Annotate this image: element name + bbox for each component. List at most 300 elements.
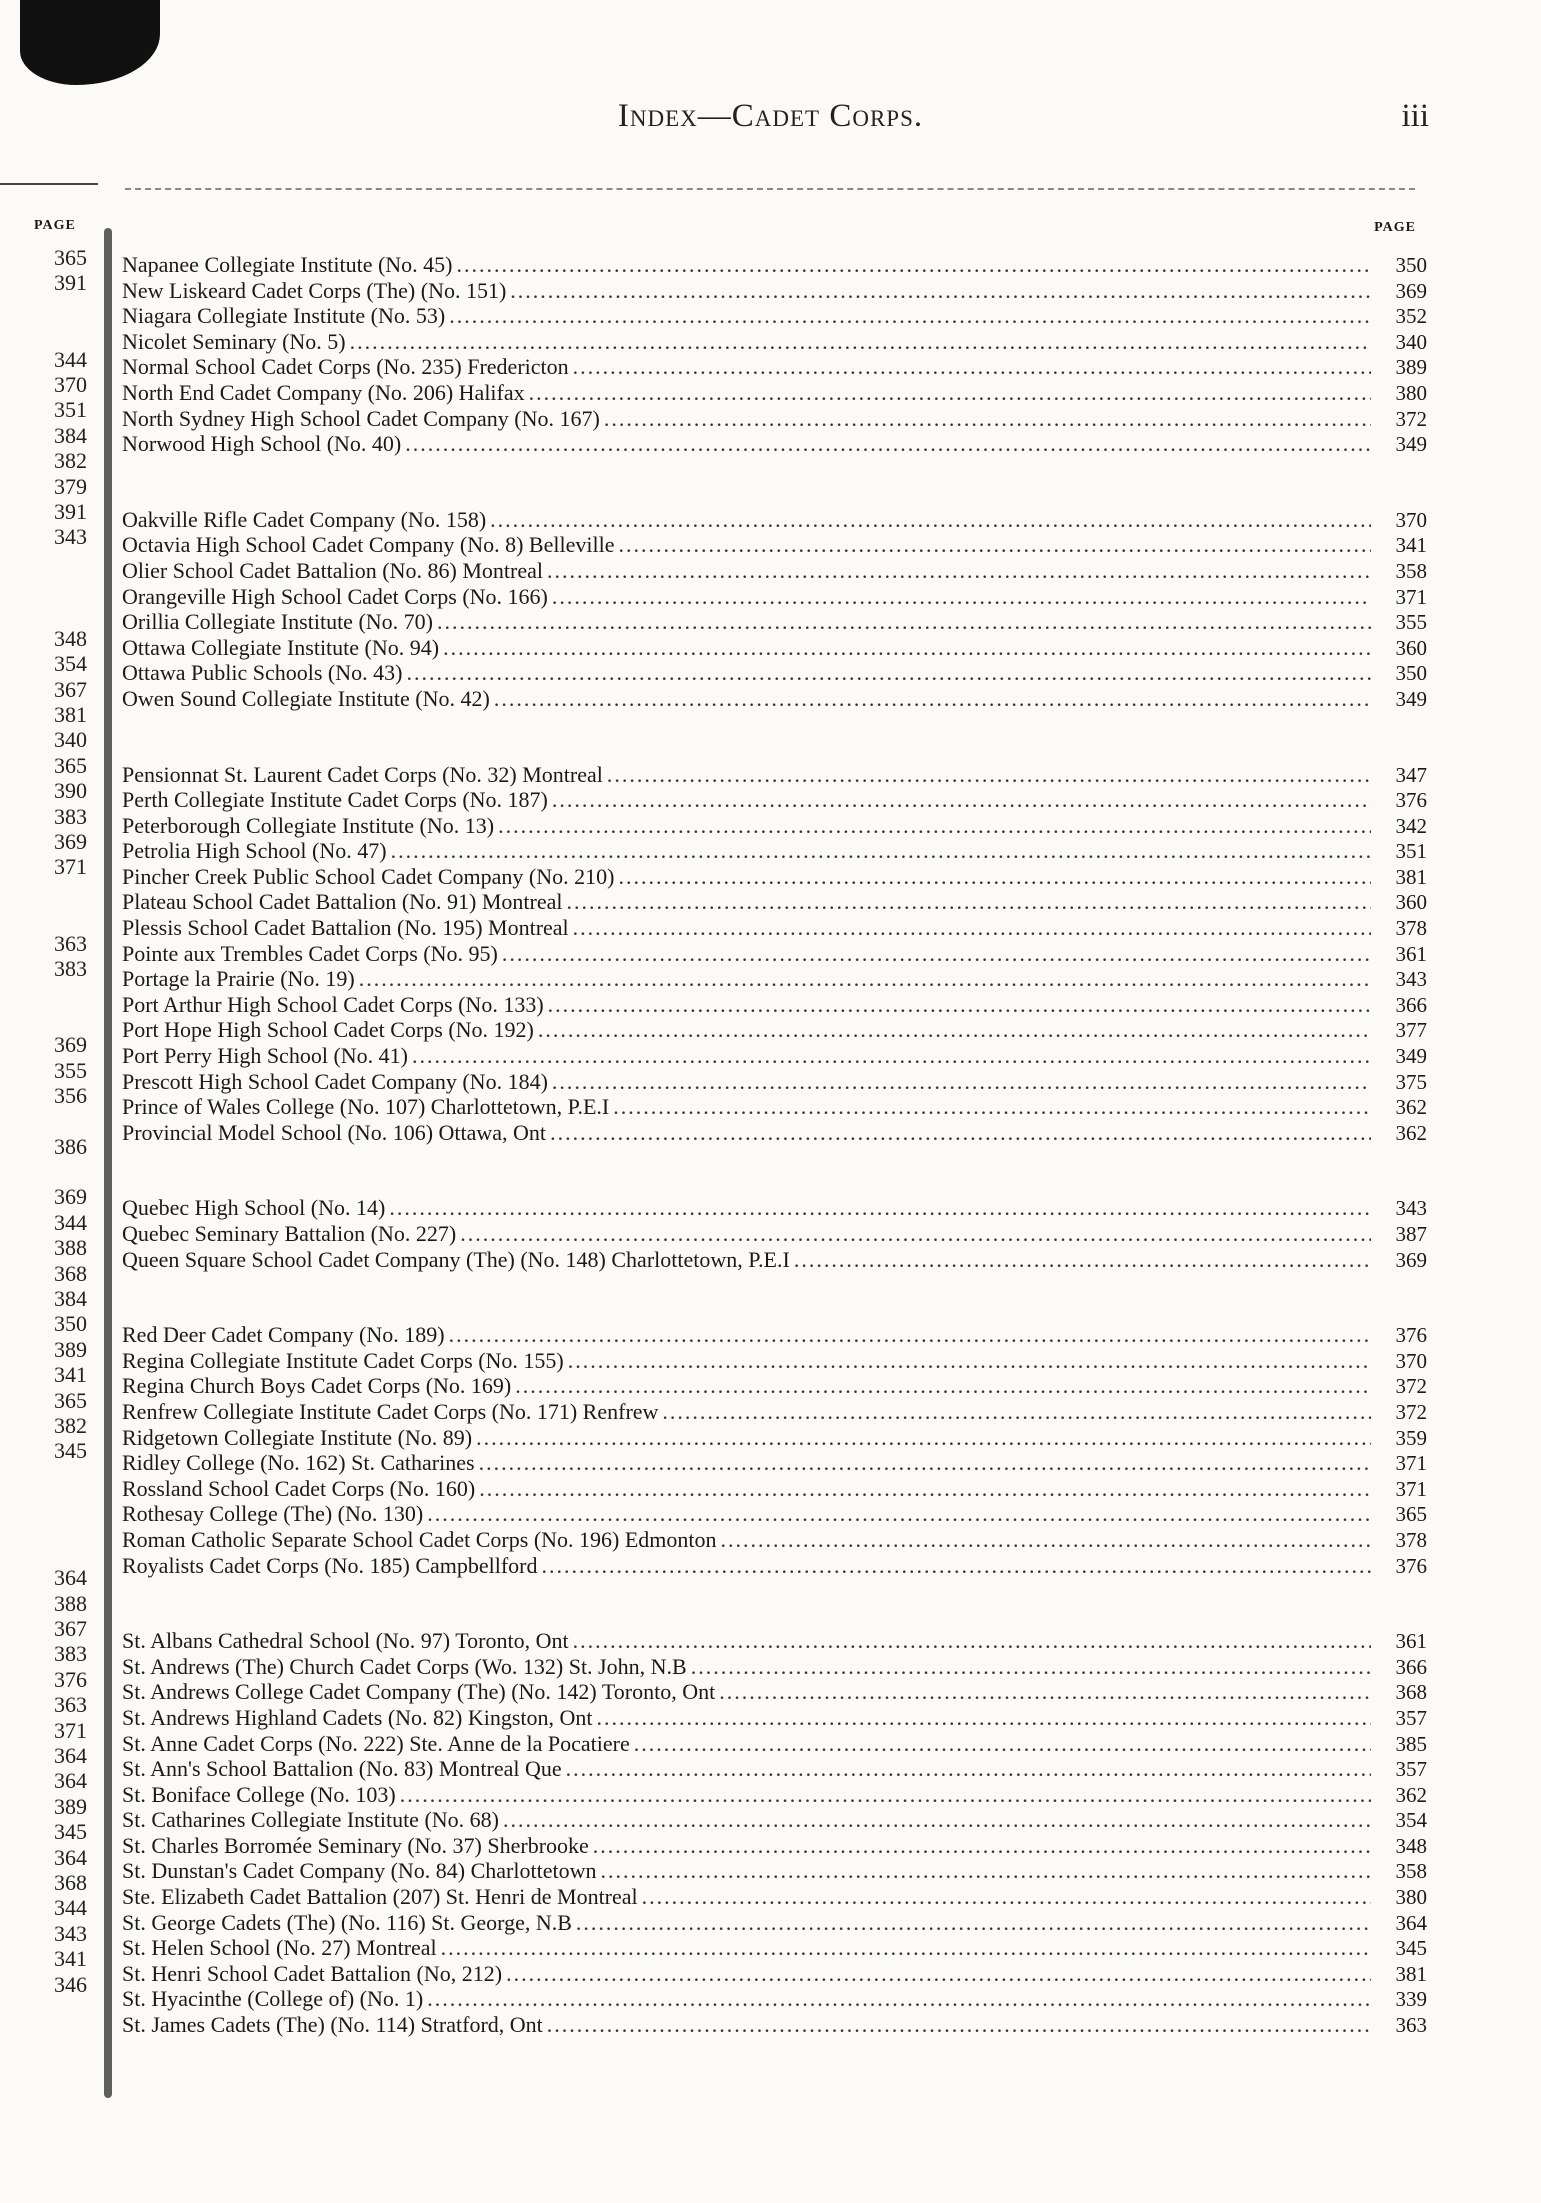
- entry-page-number: 366: [1395, 1654, 1427, 1679]
- entry-page-number: 369: [1395, 1247, 1427, 1272]
- dot-leader: [427, 1501, 1371, 1527]
- left-page-number: 381: [54, 702, 87, 728]
- entry-name: Rossland School Cadet Corps (No. 160): [122, 1475, 476, 1501]
- dot-leader: [573, 1628, 1371, 1654]
- left-page-number: [20, 321, 95, 346]
- entry-page-number: 358: [1395, 558, 1427, 583]
- left-page-number: 384: [54, 422, 87, 448]
- left-page-number: [20, 1540, 95, 1565]
- entry-name: Quebec High School (No. 14): [122, 1195, 386, 1221]
- dot-leader: [391, 838, 1371, 864]
- left-page-number: [20, 550, 95, 575]
- entry-page-number: 387: [1395, 1222, 1427, 1246]
- entry-name: Ottawa Collegiate Institute (No. 94): [122, 634, 440, 660]
- dot-leader: [634, 1731, 1371, 1757]
- left-page-number: 368: [54, 1260, 87, 1286]
- index-entry: [122, 1731, 1427, 1757]
- index-section: [122, 1322, 1427, 1578]
- left-page-number: 370: [54, 371, 87, 397]
- dot-leader: [691, 1654, 1371, 1680]
- entry-name: Napanee Collegiate Institute (No. 45): [122, 252, 453, 277]
- entry-page-number: 357: [1395, 1705, 1427, 1730]
- left-page-number: 371: [54, 854, 87, 880]
- dot-leader: [573, 354, 1371, 380]
- entry-page-number: 380: [1395, 380, 1427, 405]
- left-page-number: 388: [54, 1235, 87, 1261]
- entry-name: Port Perry High School (No. 41): [122, 1043, 408, 1069]
- entry-page-number: 361: [1395, 1629, 1427, 1654]
- entry-name: St. Anne Cadet Corps (No. 222) Ste. Anne de la Pocatiere: [122, 1730, 630, 1756]
- dot-leader: [618, 532, 1371, 558]
- entry-page-number: 347: [1395, 762, 1427, 787]
- entry-name: Pointe aux Trembles Cadet Corps (No. 95): [122, 940, 498, 966]
- entry-name: Oakville Rifle Cadet Company (No. 158): [122, 506, 487, 532]
- dot-leader: [449, 1322, 1371, 1348]
- left-page-number: 363: [54, 1692, 87, 1718]
- left-page-number: 364: [54, 1844, 87, 1870]
- left-page-number: 367: [54, 1616, 87, 1642]
- dot-leader: [400, 1782, 1371, 1808]
- entry-name: Pensionnat St. Laurent Cadet Corps (No. 32) Montreal: [122, 761, 603, 787]
- dot-leader: [515, 1373, 1371, 1399]
- entry-page-number: 376: [1395, 1323, 1427, 1348]
- index-entry: [122, 278, 1427, 304]
- left-page-number: 364: [54, 1743, 87, 1769]
- index-section: [122, 507, 1427, 712]
- dot-leader: [476, 1425, 1371, 1451]
- index-entry: [122, 2012, 1427, 2038]
- dot-leader: [503, 1807, 1371, 1833]
- entry-page-number: 360: [1395, 635, 1427, 660]
- index-entry: [122, 507, 1427, 533]
- entry-page-number: 345: [1395, 1936, 1427, 1961]
- entry-name: St. Andrews College Cadet Company (The) (No. 142) Toronto, Ont: [122, 1679, 716, 1705]
- left-page-number: 350: [54, 1311, 87, 1337]
- binding-margin-mark: [104, 228, 112, 2098]
- entry-name: Plateau School Cadet Battalion (No. 91) Montreal: [122, 889, 563, 915]
- index-entry: [122, 660, 1427, 686]
- index-entry: [122, 1069, 1427, 1095]
- dot-leader: [721, 1527, 1371, 1553]
- entry-name: Ottawa Public Schools (No. 43): [122, 660, 403, 686]
- index-entry: [122, 1043, 1427, 1069]
- index-entry: [122, 1654, 1427, 1680]
- left-page-number: [20, 1464, 95, 1489]
- entry-page-number: 357: [1395, 1757, 1427, 1782]
- entry-page-number: 349: [1395, 432, 1427, 457]
- entry-name: Queen Square School Cadet Company (The) (No. 148) Charlottetown, P.E.I: [122, 1246, 790, 1272]
- entry-page-number: 371: [1395, 1451, 1427, 1476]
- dot-leader: [597, 1705, 1371, 1731]
- index-entry: [122, 1527, 1427, 1553]
- index-entry: [122, 1094, 1427, 1120]
- left-page-number: 391: [54, 270, 87, 296]
- index-entry: [122, 1705, 1427, 1731]
- left-page-number: 344: [54, 346, 87, 372]
- dot-leader: [613, 1094, 1371, 1120]
- dot-leader: [542, 1553, 1371, 1579]
- left-page-number: 364: [54, 1768, 87, 1794]
- entry-name: Niagara Collegiate Institute (No. 53): [122, 303, 446, 329]
- left-page-number: 356: [54, 1082, 87, 1108]
- entry-page-number: 377: [1395, 1018, 1427, 1043]
- entry-page-number: 371: [1395, 1476, 1427, 1501]
- index-entry: [122, 1807, 1427, 1833]
- entry-name: North Sydney High School Cadet Company (No. 167): [122, 405, 600, 431]
- entry-page-number: 380: [1395, 1885, 1427, 1910]
- index-entry: [122, 966, 1427, 992]
- entry-name: Roman Catholic Separate School Cadet Corps (No. 196) Edmonton: [122, 1526, 717, 1552]
- index-entry: [122, 864, 1427, 890]
- left-page-number: 389: [54, 1793, 87, 1819]
- dot-leader: [719, 1679, 1371, 1705]
- entry-name: Nicolet Seminary (No. 5): [122, 328, 346, 354]
- entry-name: Provincial Model School (No. 106) Ottawa, Ont: [122, 1119, 547, 1145]
- left-page-number: 345: [54, 1819, 87, 1845]
- entry-name: Normal School Cadet Corps (No. 235) Fredericton: [122, 354, 569, 380]
- dot-leader: [548, 992, 1371, 1018]
- index-entry: [122, 558, 1427, 584]
- left-page-number: [20, 1007, 95, 1032]
- entry-page-number: 385: [1395, 1731, 1427, 1756]
- entry-name: St. Helen School (No. 27) Montreal: [122, 1935, 437, 1961]
- left-page-number: 348: [54, 625, 87, 651]
- entry-page-number: 370: [1395, 507, 1427, 532]
- index-entry: [122, 1910, 1427, 1936]
- left-page-number-column: [20, 245, 95, 1997]
- index-entry: [122, 1322, 1427, 1348]
- entry-page-number: 378: [1395, 916, 1427, 941]
- left-page-number: 365: [54, 1387, 87, 1413]
- left-page-number: 369: [54, 828, 87, 854]
- left-page-number: 382: [54, 448, 87, 474]
- entry-page-number: 363: [1395, 2013, 1427, 2038]
- index-entry: [122, 1399, 1427, 1425]
- entry-page-number: 351: [1395, 839, 1427, 864]
- entry-name: St. Ann's School Battalion (No. 83) Montreal Que: [122, 1756, 562, 1782]
- index-section: [122, 1195, 1427, 1272]
- left-page-number: 389: [54, 1336, 87, 1362]
- entry-name: Octavia High School Cadet Company (No. 8) Belleville: [122, 532, 615, 558]
- dot-leader: [389, 1195, 1371, 1221]
- left-page-number: 341: [54, 1946, 87, 1972]
- entry-page-number: 381: [1395, 1961, 1427, 1986]
- dot-leader: [600, 1858, 1371, 1884]
- left-page-number: [20, 981, 95, 1006]
- dot-leader: [567, 889, 1371, 915]
- index-sections: [122, 252, 1427, 2088]
- entry-name: Quebec Seminary Battalion (No. 227): [122, 1221, 457, 1246]
- entry-name: St. George Cadets (The) (No. 116) St. George, N.B: [122, 1909, 572, 1935]
- ink-blot: [20, 0, 160, 85]
- entry-page-number: 350: [1395, 253, 1427, 277]
- left-page-number: 351: [54, 397, 87, 423]
- dot-leader: [547, 2012, 1371, 2038]
- left-page-number: 383: [54, 955, 87, 981]
- left-page-number: 367: [54, 676, 87, 702]
- entry-page-number: 360: [1395, 890, 1427, 915]
- entry-name: Petrolia High School (No. 47): [122, 838, 387, 864]
- index-entry: [122, 584, 1427, 610]
- dot-leader: [550, 1120, 1371, 1146]
- dot-leader: [552, 584, 1371, 610]
- index-entry: [122, 1756, 1427, 1782]
- dot-leader: [538, 1017, 1371, 1043]
- entry-page-number: 378: [1395, 1527, 1427, 1552]
- index-entry: [122, 609, 1427, 635]
- index-section: [122, 1628, 1427, 2038]
- entry-name: North End Cadet Company (No. 206) Halifax: [122, 379, 525, 405]
- index-entry: [122, 1017, 1427, 1043]
- index-entry: [122, 992, 1427, 1018]
- entry-page-number: 381: [1395, 864, 1427, 889]
- page-title: Index—Cadet Corps.: [617, 98, 924, 134]
- dot-leader: [405, 431, 1371, 457]
- entry-page-number: 348: [1395, 1833, 1427, 1858]
- dot-leader: [494, 686, 1371, 712]
- left-page-number: 384: [54, 1286, 87, 1312]
- dot-leader: [498, 813, 1371, 839]
- dot-leader: [359, 966, 1371, 992]
- entry-page-number: 372: [1395, 1399, 1427, 1424]
- entry-page-number: 376: [1395, 788, 1427, 813]
- index-entry: [122, 1628, 1427, 1654]
- index-entry: [122, 1195, 1427, 1221]
- left-page-number: [20, 880, 95, 905]
- left-page-number: 344: [54, 1209, 87, 1235]
- left-page-heading: PAGE: [34, 218, 76, 233]
- entry-name: St. Albans Cathedral School (No. 97) Toronto, Ont: [122, 1628, 569, 1654]
- left-page-number: [20, 1515, 95, 1540]
- dot-leader: [490, 507, 1371, 533]
- dot-leader: [479, 1450, 1371, 1476]
- entry-page-number: 371: [1395, 584, 1427, 609]
- index-entry: [122, 354, 1427, 380]
- entry-page-number: 369: [1395, 278, 1427, 303]
- entry-page-number: 364: [1395, 1910, 1427, 1935]
- entry-page-number: 362: [1395, 1095, 1427, 1120]
- dot-leader: [794, 1247, 1371, 1273]
- entry-page-number: 349: [1395, 686, 1427, 711]
- left-page-number: 386: [54, 1133, 87, 1159]
- left-page-number: 376: [54, 1666, 87, 1692]
- left-page-number: 345: [54, 1438, 87, 1464]
- left-page-number: 390: [54, 778, 87, 804]
- index-entry: [122, 329, 1427, 355]
- entry-page-number: 376: [1395, 1553, 1427, 1578]
- entry-page-number: 339: [1395, 1987, 1427, 2012]
- entry-page-number: 372: [1395, 406, 1427, 431]
- index-entry: [122, 889, 1427, 915]
- header-rule-left: [0, 183, 98, 185]
- left-page-number: 340: [54, 727, 87, 753]
- entry-name: Regina Church Boys Cadet Corps (No. 169): [122, 1373, 512, 1399]
- index-entry: [122, 813, 1427, 839]
- index-entry: [122, 1247, 1427, 1273]
- dot-leader: [593, 1833, 1371, 1859]
- left-page-number: 379: [54, 473, 87, 499]
- index-entry: [122, 431, 1427, 457]
- left-page-number: 343: [54, 524, 87, 550]
- index-entry: [122, 787, 1427, 813]
- entry-name: New Liskeard Cadet Corps (The) (No. 151): [122, 277, 507, 303]
- dot-leader: [412, 1043, 1371, 1069]
- index-entry: [122, 1679, 1427, 1705]
- dot-leader: [443, 635, 1371, 661]
- entry-page-number: 359: [1395, 1425, 1427, 1450]
- dot-leader: [502, 941, 1371, 967]
- entry-name: St. Henri School Cadet Battalion (No, 212): [122, 1960, 503, 1986]
- left-page-number: 369: [54, 1032, 87, 1058]
- dot-leader: [506, 1961, 1371, 1987]
- index-entry: [122, 1120, 1427, 1146]
- left-page-number: 388: [54, 1590, 87, 1616]
- dot-leader: [350, 329, 1371, 355]
- entry-page-number: 389: [1395, 355, 1427, 380]
- dot-leader: [607, 762, 1371, 788]
- dot-leader: [566, 1756, 1371, 1782]
- header-rule: [125, 188, 1415, 190]
- left-page-number: 383: [54, 1641, 87, 1667]
- entry-name: Ridley College (No. 162) St. Catharines: [122, 1450, 475, 1476]
- entry-page-number: 365: [1395, 1502, 1427, 1527]
- left-page-number: [20, 1108, 95, 1133]
- entry-name: Port Hope High School Cadet Corps (No. 192): [122, 1017, 534, 1043]
- left-page-number: 344: [54, 1895, 87, 1921]
- index-entry: [122, 1425, 1427, 1451]
- index-entry: [122, 1373, 1427, 1399]
- index-entry: [122, 380, 1427, 406]
- index-entry: [122, 1450, 1427, 1476]
- entry-name: St. Boniface College (No. 103): [122, 1781, 396, 1807]
- dot-leader: [662, 1399, 1371, 1425]
- dot-leader: [460, 1221, 1371, 1247]
- entry-page-number: 368: [1395, 1680, 1427, 1705]
- entry-name: Prescott High School Cadet Company (No. 184): [122, 1068, 548, 1094]
- dot-leader: [618, 864, 1371, 890]
- entry-page-number: 343: [1395, 1196, 1427, 1221]
- entry-name: St. Catharines Collegiate Institute (No. 68): [122, 1807, 499, 1833]
- entry-name: Portage la Prairie (No. 19): [122, 966, 355, 992]
- left-page-number: 365: [54, 752, 87, 778]
- entry-name: Rothesay College (The) (No. 130): [122, 1501, 424, 1527]
- dot-leader: [427, 1986, 1371, 2012]
- index-section: [122, 252, 1427, 457]
- entry-name: Prince of Wales College (No. 107) Charlottetown, P.E.I: [122, 1094, 610, 1120]
- dot-leader: [437, 609, 1371, 635]
- page-folio: iii: [1401, 98, 1429, 134]
- index-entry: [122, 1501, 1427, 1527]
- dot-leader: [573, 915, 1371, 941]
- entry-page-number: 343: [1395, 967, 1427, 992]
- index-entry: [122, 1833, 1427, 1859]
- index-entry: [122, 1986, 1427, 2012]
- entry-name: Owen Sound Collegiate Institute (No. 42): [122, 685, 490, 711]
- entry-page-number: 362: [1395, 1120, 1427, 1145]
- entry-name: St. James Cadets (The) (No. 114) Stratford, Ont: [122, 2012, 543, 2038]
- dot-leader: [576, 1910, 1371, 1936]
- entry-name: Red Deer Cadet Company (No. 189): [122, 1322, 445, 1348]
- left-page-number: 383: [54, 803, 87, 829]
- entry-name: Ste. Elizabeth Cadet Battalion (207) St. Henri de Montreal: [122, 1884, 638, 1910]
- dot-leader: [479, 1476, 1371, 1502]
- index-entry: [122, 1858, 1427, 1884]
- entry-page-number: 341: [1395, 533, 1427, 558]
- left-page-number: 391: [54, 498, 87, 524]
- index-entry: [122, 686, 1427, 712]
- left-page-number: 341: [54, 1362, 87, 1388]
- entry-name: Port Arthur High School Cadet Corps (No. 133): [122, 991, 544, 1017]
- entry-name: Ridgetown Collegiate Institute (No. 89): [122, 1424, 473, 1450]
- left-page-number: 355: [54, 1057, 87, 1083]
- entry-page-number: 350: [1395, 661, 1427, 686]
- index-entry: [122, 252, 1427, 278]
- dot-leader: [529, 380, 1371, 406]
- entry-name: St. Charles Borromée Seminary (No. 37) Sherbrooke: [122, 1832, 589, 1858]
- entry-page-number: 361: [1395, 941, 1427, 966]
- entry-page-number: 340: [1395, 329, 1427, 354]
- entry-name: Regina Collegiate Institute Cadet Corps (No. 155): [122, 1347, 564, 1373]
- dot-leader: [604, 406, 1371, 432]
- dot-leader: [457, 252, 1371, 278]
- left-page-number: [20, 296, 95, 321]
- entry-name: St. Andrews Highland Cadets (No. 82) Kingston, Ont: [122, 1704, 593, 1730]
- index-entry: [122, 635, 1427, 661]
- left-page-number: 363: [54, 930, 87, 956]
- entry-page-number: 372: [1395, 1374, 1427, 1399]
- index-entry: [122, 838, 1427, 864]
- index-entry: [122, 532, 1427, 558]
- dot-leader: [510, 278, 1371, 304]
- left-page-number: [20, 1489, 95, 1514]
- index-entry: [122, 1221, 1427, 1247]
- entry-name: Orangeville High School Cadet Corps (No. 166): [122, 583, 548, 609]
- dot-leader: [568, 1348, 1371, 1374]
- left-page-number: 364: [54, 1565, 87, 1591]
- index-entry: [122, 941, 1427, 967]
- entry-page-number: 352: [1395, 304, 1427, 329]
- dot-leader: [552, 1069, 1371, 1095]
- left-page-number: [20, 905, 95, 930]
- left-page-number: 382: [54, 1412, 87, 1438]
- left-page-number: 368: [54, 1870, 87, 1895]
- entry-page-number: 354: [1395, 1808, 1427, 1833]
- index-entry: [122, 406, 1427, 432]
- index-entry: [122, 762, 1427, 788]
- dot-leader: [441, 1935, 1371, 1961]
- index-entry: [122, 1935, 1427, 1961]
- left-page-number: [20, 575, 95, 600]
- entry-page-number: 342: [1395, 813, 1427, 838]
- entry-page-number: 366: [1395, 992, 1427, 1017]
- index-entry: [122, 1884, 1427, 1910]
- entry-name: Peterborough Collegiate Institute (No. 13): [122, 812, 495, 838]
- entry-page-number: 362: [1395, 1782, 1427, 1807]
- dot-leader: [449, 303, 1371, 329]
- entry-page-number: 375: [1395, 1069, 1427, 1094]
- left-page-number: 346: [54, 1971, 87, 1997]
- index-section: [122, 762, 1427, 1146]
- entry-name: Plessis School Cadet Battalion (No. 195) Montreal: [122, 915, 569, 941]
- entry-name: Olier School Cadet Battalion (No. 86) Montreal: [122, 557, 543, 583]
- left-page-number: 369: [54, 1184, 87, 1210]
- entry-name: St. Dunstan's Cadet Company (No. 84) Charlottetown: [122, 1858, 597, 1884]
- dot-leader: [547, 558, 1371, 584]
- entry-name: St. Hyacinthe (College of) (No. 1): [122, 1986, 424, 2012]
- right-page-heading: PAGE: [1374, 220, 1416, 235]
- left-page-number: [20, 1159, 95, 1184]
- entry-name: Royalists Cadet Corps (No. 185) Campbellford: [122, 1552, 538, 1578]
